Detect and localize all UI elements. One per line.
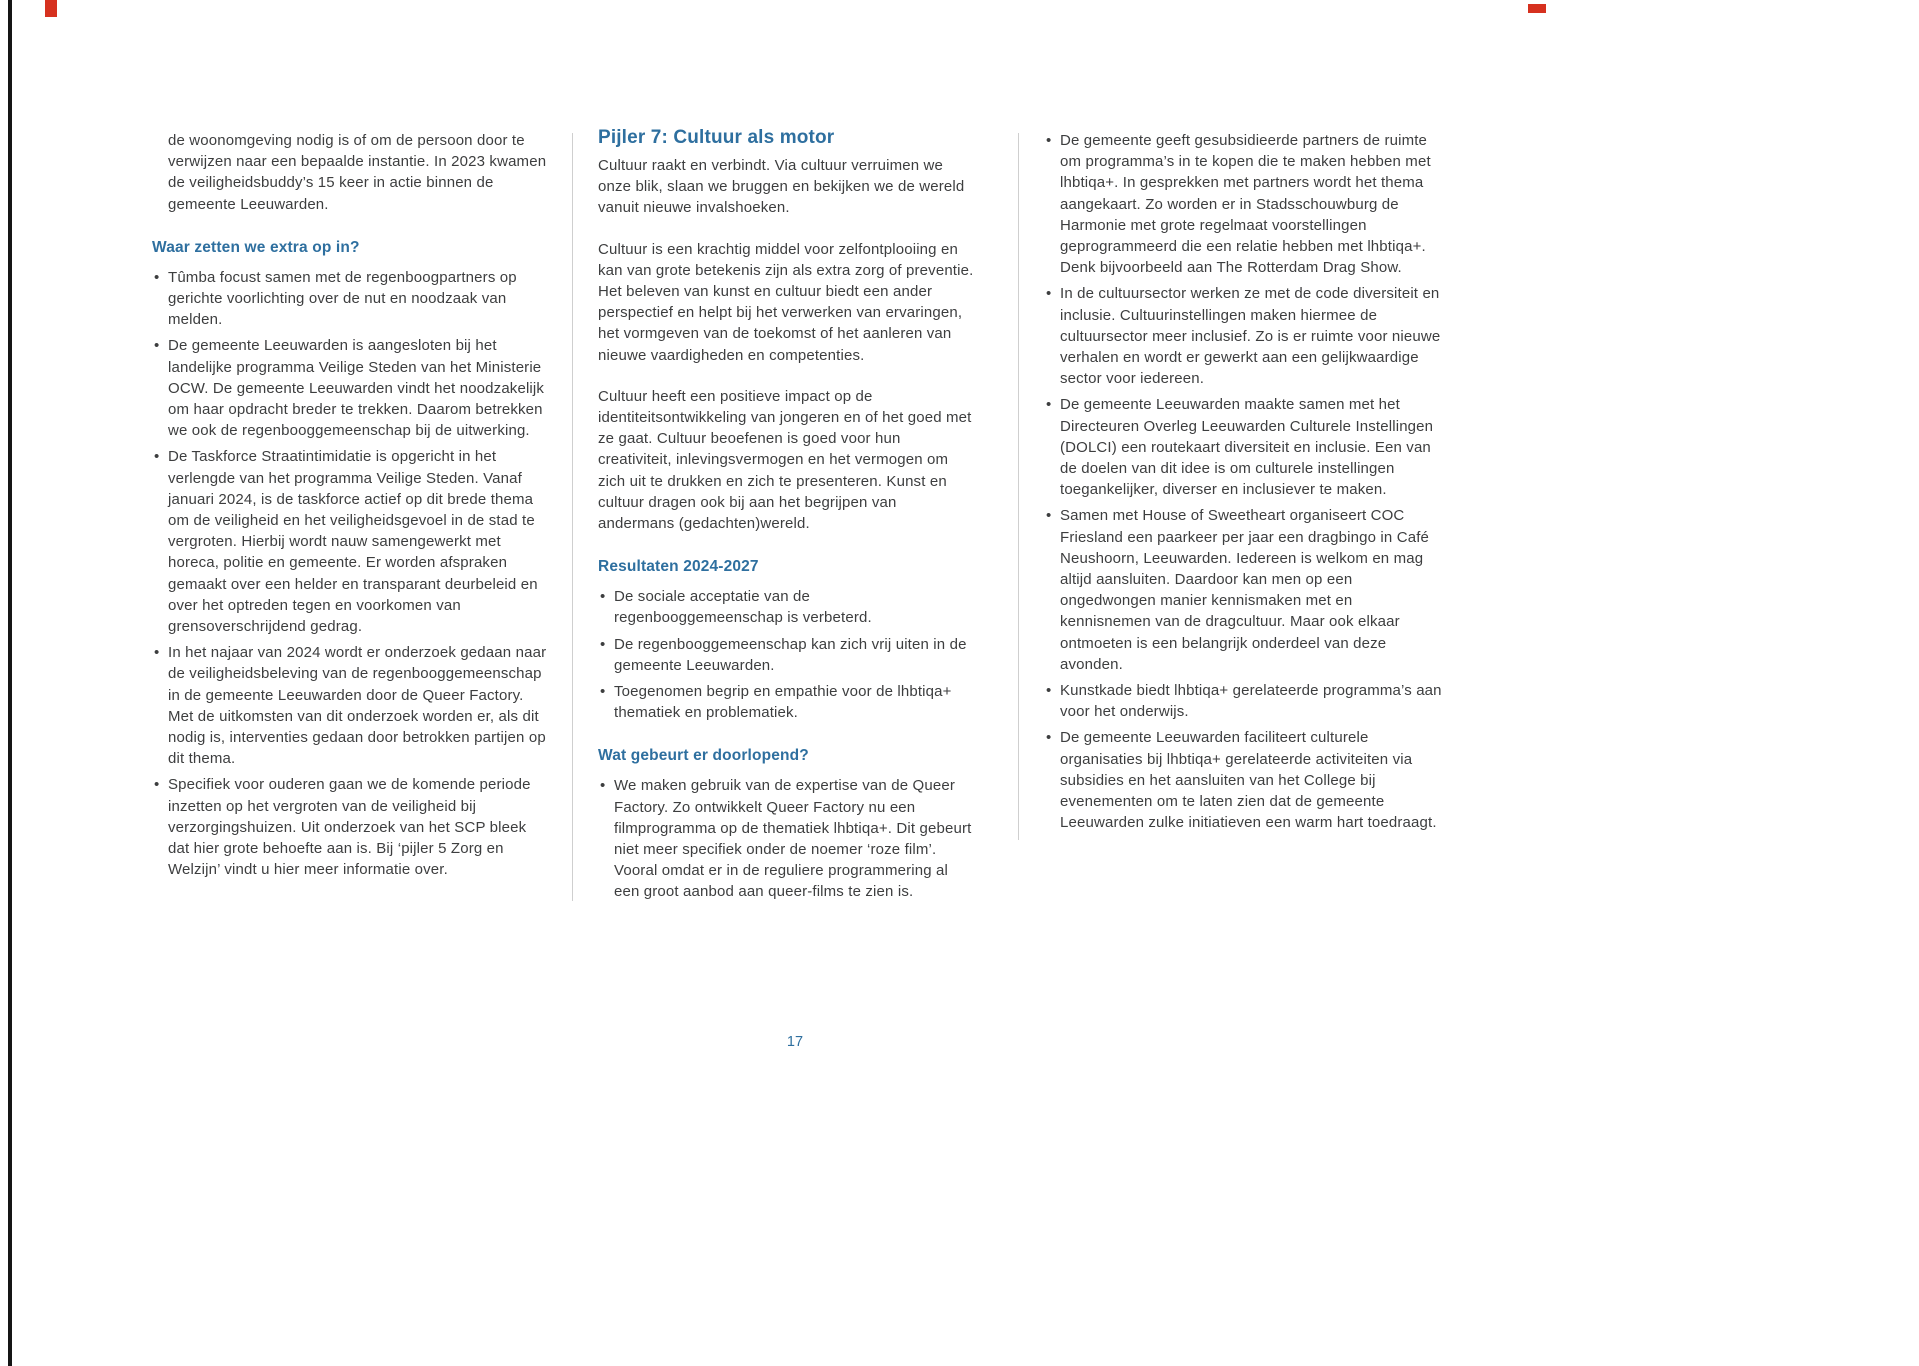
paragraph: Cultuur is een krachtig middel voor zelfontplooiing en kan van grote betekenis zijn als extra zorg of preventie. Het beleven van kunst en cultuur biedt een ander perspectief en helpt bij het verwerken van ervaringen, het vormgeven van de toekomst of het aanleren van nieuwe vaardigheden en competenties. bbox=[598, 240, 974, 364]
bullet-list-left bbox=[152, 267, 548, 881]
list-item: • De gemeente Leeuwarden maakte samen met het Directeuren Overleg Leeuwarden Culturele Instellingen (DOLCI) een routekaart diversiteit en inclusie. Een van de doelen van dit idee is om culturele instellingen toegankelijker, diverser en inclusiever te maken. bbox=[1044, 394, 1442, 500]
left-edge-bar bbox=[8, 0, 12, 1366]
list-item: • In de cultuursector werken ze met de code diversiteit en inclusie. Cultuurinstellingen maken hiermee de cultuursector meer inclusief. Zo is er ruimte voor nieuwe verhalen en wordt er gewerkt aan een gelijkwaardige sector voor iedereen. bbox=[1044, 283, 1442, 389]
pillar-title: Pijler 7: Cultuur als motor bbox=[598, 127, 835, 148]
continuation-paragraph: de woonomgeving nodig is of om de persoon door te verwijzen naar een bepaalde instantie. In 2023 kwamen de veiligheidsbuddy’s 15 keer in actie binnen de gemeente Leeuwarden. bbox=[168, 132, 547, 213]
column-middle bbox=[598, 126, 974, 908]
list-item: • Kunstkade biedt lhbtiqa+ gerelateerde programma’s aan voor het onderwijs. bbox=[1044, 680, 1442, 722]
red-crop-mark-left bbox=[45, 0, 57, 17]
list-item: • Samen met House of Sweetheart organiseert COC Friesland een paarkeer per jaar een dragbingo in Café Neushoorn, Leeuwarden. Iedereen is welkom en mag altijd aansluiten. Daardoor kan men op een ongedwongen manier kennismaken met en kennisnemen van de dragcultuur. Maar ook elkaar ontmoeten is een belangrijk onderdeel van deze avonden. bbox=[1044, 505, 1442, 675]
list-item: • In het najaar van 2024 wordt er onderzoek gedaan naar de veiligheidsbeleving van de regenbooggemeenschap in de gemeente Leeuwarden door de Queer Factory. Met de uitkomsten van dit onderzoek worden er, als dit nodig is, interventies gedaan door betrokken partijen op dit thema. bbox=[152, 642, 548, 769]
bullet-list-results bbox=[598, 586, 974, 723]
column-divider-right bbox=[1018, 133, 1019, 840]
bullet-list-ongoing bbox=[598, 775, 974, 902]
list-item: • We maken gebruik van de expertise van de Queer Factory. Zo ontwikkelt Queer Factory nu een filmprogramma op de thematiek lhbtiqa+. Dit gebeurt niet meer specifiek onder de noemer ‘roze film’. Vooral omdat er in de reguliere programmering al een groot aanbod aan queer-films te zien is. bbox=[598, 775, 974, 902]
page-number: 17 bbox=[786, 1034, 804, 1050]
list-item: • De gemeente geeft gesubsidieerde partners de ruimte om programma’s in te kopen die te maken hebben met lhbtiqa+. In gesprekken met partners wordt het thema aangekaart. Zo worden er in Stadsschouwburg de Harmonie met grote regelmaat voorstellingen geprogrammeerd die een relatie hebben met lhbtiqa+. Denk bijvoorbeeld aan The Rotterdam Drag Show. bbox=[1044, 130, 1442, 278]
list-item: • Toegenomen begrip en empathie voor de lhbtiqa+ thematiek en problematiek. bbox=[598, 681, 974, 723]
column-divider-left bbox=[572, 133, 573, 901]
section-heading-results: Resultaten 2024-2027 bbox=[598, 558, 759, 576]
red-crop-mark-right bbox=[1528, 4, 1546, 13]
list-item: • De Taskforce Straatintimidatie is opgericht in het verlengde van het programma Veilige Steden. Vanaf januari 2024, is de taskforce actief op dit brede thema om de veiligheid en het veiligheidsgevoel in de stad te vergroten. Hierbij wordt nauw samengewerkt met horeca, politie en gemeente. Er worden afspraken gemaakt over een helder en transparant deurbeleid en over het optreden tegen en voorkomen van grensoverschrijdend gedrag. bbox=[152, 446, 548, 637]
column-right bbox=[1044, 130, 1442, 839]
list-item: • De regenbooggemeenschap kan zich vrij uiten in de gemeente Leeuwarden. bbox=[598, 634, 974, 676]
paragraph: Cultuur raakt en verbindt. Via cultuur verruimen we onze blik, slaan we bruggen en bekijken we de wereld vanuit nieuwe invalshoeken. bbox=[598, 157, 965, 217]
section-heading-extra-focus: Waar zetten we extra op in? bbox=[152, 238, 360, 256]
list-item: • De sociale acceptatie van de regenbooggemeenschap is verbeterd. bbox=[598, 586, 974, 628]
list-item: • Specifiek voor ouderen gaan we de komende periode inzetten op het vergroten van de veiligheid bij verzorgingshuizen. Uit onderzoek van het SCP bleek dat hier grote behoefte aan is. Bij ‘pijler 5 Zorg en Welzijn’ vindt u hier meer informatie over. bbox=[152, 774, 548, 880]
list-item: • Tûmba focust samen met de regenboogpartners op gerichte voorlichting over de nut en noodzaak van melden. bbox=[152, 267, 548, 331]
column-left bbox=[152, 130, 548, 886]
list-item: • De gemeente Leeuwarden faciliteert culturele organisaties bij lhbtiqa+ gerelateerde activiteiten via subsidies en het aansluiten van het College bij evenementen om te laten zien dat de gemeente Leeuwarden zulke initiatieven een warm hart toedraagt. bbox=[1044, 727, 1442, 833]
list-item: • De gemeente Leeuwarden is aangesloten bij het landelijke programma Veilige Steden van het Ministerie OCW. De gemeente Leeuwarden vindt het noodzakelijk om haar opdracht breder te trekken. Daarom betrekken we ook de regenbooggemeenschap bij de uitwerking. bbox=[152, 335, 548, 441]
section-heading-ongoing: Wat gebeurt er doorlopend? bbox=[598, 747, 809, 765]
paragraph: Cultuur heeft een positieve impact op de identiteitsontwikkeling van jongeren en of het goed met ze gaat. Cultuur beoefenen is goed voor hun creativiteit, inlevingsvermogen en het vermogen om zich uit te drukken en zich te presenteren. Kunst en cultuur dragen ook bij aan het begrijpen van andermans (gedachten)wereld. bbox=[598, 387, 972, 533]
bullet-list-right bbox=[1044, 130, 1442, 834]
